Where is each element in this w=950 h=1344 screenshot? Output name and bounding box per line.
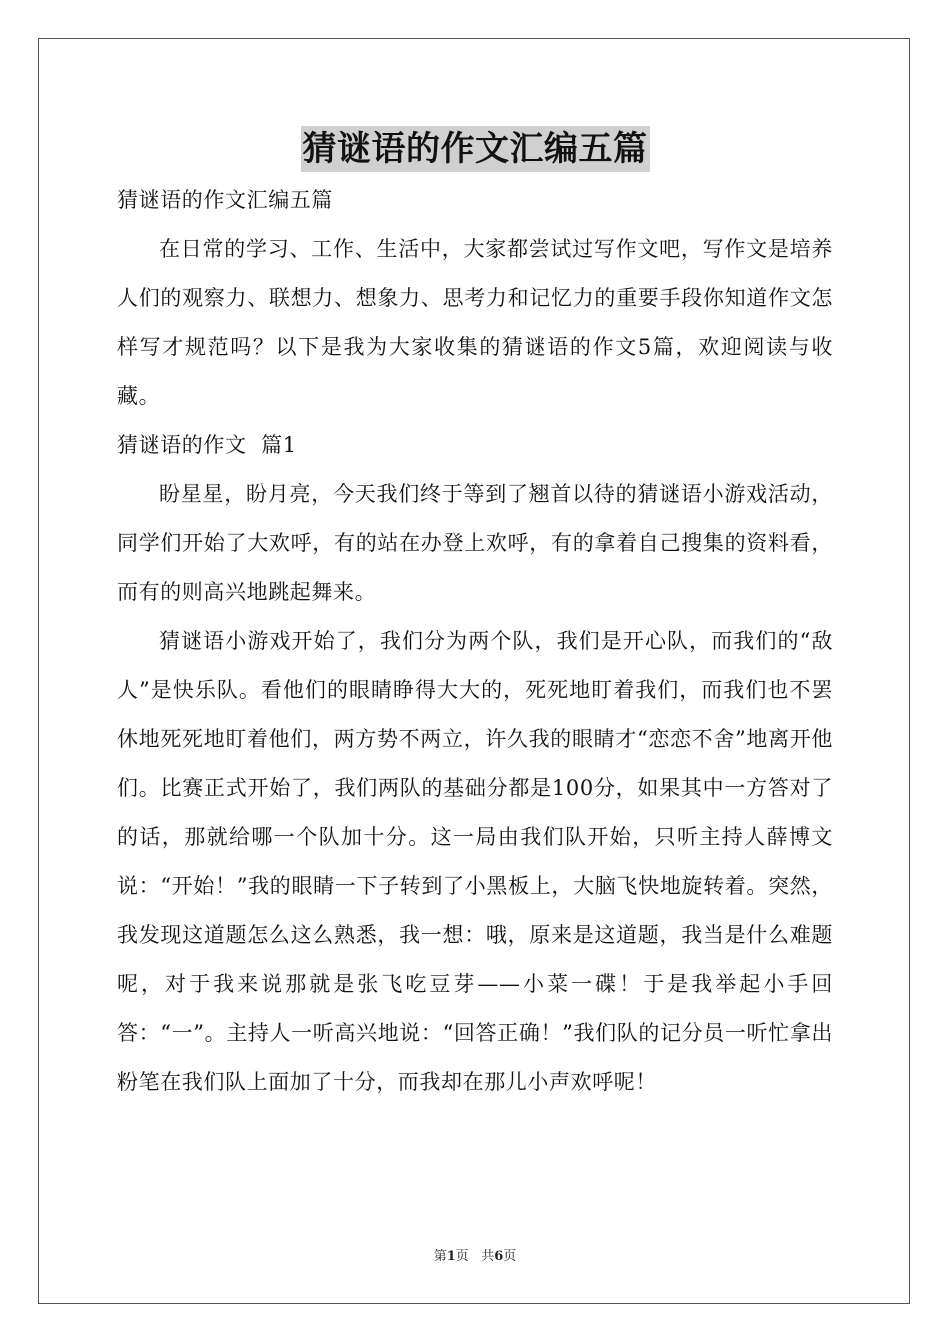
document-subtitle: 猜谜语的作文汇编五篇 [117, 188, 333, 212]
page-suffix: 页 [455, 1249, 469, 1264]
section-heading: 猜谜语的作文 篇1 [117, 433, 297, 457]
document-body [117, 176, 833, 1107]
total-suffix: 页 [503, 1249, 517, 1264]
body-paragraph-2: 猜谜语小游戏开始了，我们分为两个队，我们是开心队，而我们的“敌人”是快乐队。看他们的眼睛睁得大大的，死死地盯着我们，而我们也不罢休地死死地盯着他们，两方势不两立，许久我的眼睛才“恋恋不舍”地离开他们。比赛正式开始了，我们两队的基础分都是100分，如果其中一方答对了的话，那就给哪一个队加十分。这一局由我们队开始，只听主持人薛博文说：“开始！”我的眼睛一下子转到了小黑板上，大脑飞快地旋转着。突然，我发现这道题怎么这么熟悉，我一想：哦，原来是这道题，我当是什么难题呢，对于我来说那就是张飞吃豆芽——小菜一碟！于是我举起小手回答：“一”。主持人一听高兴地说：“回答正确！”我们队的记分员一听忙拿出粉笔在我们队上面加了十分，而我却在那儿小声欢呼呢！ [117, 629, 833, 1094]
body-paragraph-1: 盼星星，盼月亮，今天我们终于等到了翘首以待的猜谜语小游戏活动，同学们开始了大欢呼，有的站在办登上欢呼，有的拿着自己搜集的资料看，而有的则高兴地跳起舞来。 [117, 482, 833, 604]
page-current: 1 [446, 1249, 456, 1264]
page-footer [0, 1248, 950, 1266]
intro-paragraph: 在日常的学习、工作、生活中，大家都尝试过写作文吧，写作文是培养人们的观察力、联想力、想象力、思考力和记忆力的重要手段你知道作文怎样写才规范吗？以下是我为大家收集的猜谜语的作文5篇，欢迎阅读与收藏。 [117, 237, 833, 408]
title-wrap [0, 126, 950, 172]
page-total: 6 [494, 1249, 504, 1264]
total-prefix: 共 [481, 1249, 495, 1264]
document-title: 猜谜语的作文汇编五篇 [301, 126, 650, 172]
page-prefix: 第 [433, 1249, 447, 1264]
